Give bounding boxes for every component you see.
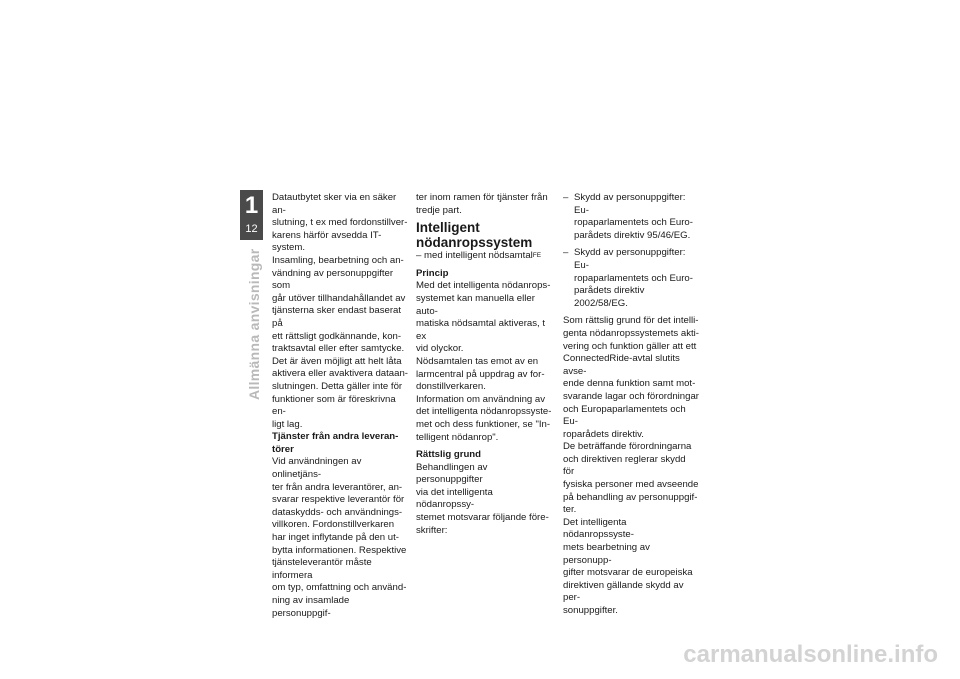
- text-line: De beträffande förordningarna: [563, 441, 692, 453]
- text-line: har inget inflytande på den ut-: [272, 532, 399, 544]
- text-line: Med det intelligenta nödanrops-: [416, 280, 551, 292]
- text-line: telligent nödanrop".: [416, 431, 499, 443]
- text-line: ter inom ramen för tjänster från: [416, 192, 548, 203]
- text-line: donstillverkaren.: [416, 381, 486, 393]
- text-line: ett rättsligt godkännande, kon-: [272, 330, 402, 342]
- column-2: [416, 192, 552, 537]
- text-line: funktioner som är föreskrivna en-: [272, 393, 396, 418]
- text-line: fysiska personer med avseende: [563, 479, 699, 491]
- text-line: systemet kan manuella eller auto-: [416, 292, 535, 317]
- text-line: vid olyckor.: [416, 343, 464, 355]
- page-number: 12: [245, 223, 258, 235]
- text-line: sonuppgifter.: [563, 605, 618, 616]
- text-line: aktivera eller avaktivera dataan-: [272, 368, 408, 380]
- section-heading: Tjänster från andra leveran-: [272, 431, 399, 443]
- text-line: tredje part.: [416, 204, 462, 216]
- text-line: ropaparlamentets och Euro-: [574, 272, 693, 284]
- text-line: direktiven gällande skydd av per-: [563, 579, 684, 604]
- text-line: om typ, omfattning och använd-: [272, 582, 407, 594]
- text-line: vering och funktion gäller att ett: [563, 340, 697, 352]
- text-line: villkoren. Fordonstillverkaren: [272, 519, 395, 531]
- text-line: ConnectedRide-avtal slutits avse-: [563, 353, 680, 377]
- text-line: det intelligenta nödanropssyste-: [416, 406, 552, 418]
- text-line: parådets direktiv 2002/58/EG.: [574, 285, 645, 309]
- section-heading: törer: [272, 443, 294, 455]
- text-line: Skydd av personuppgifter: Eu-: [574, 192, 686, 216]
- text-line: larmcentral på uppdrag av for-: [416, 368, 545, 380]
- text-line: Vid användningen av onlinetjäns-: [272, 456, 362, 481]
- paragraph-block: [563, 315, 699, 617]
- text-line: ter från andra leverantörer, an-: [272, 481, 403, 493]
- text-line: på behandling av personuppgif-: [563, 491, 698, 503]
- text-line: Nödsamtalen tas emot av en: [416, 355, 539, 367]
- dash-bullet: –: [563, 247, 569, 259]
- text-line: ropaparlamentets och Euro-: [574, 217, 693, 229]
- list-item: [563, 192, 699, 242]
- text-line: parådets direktiv 95/46/EG.: [574, 229, 691, 241]
- text-line: och direktiven reglerar skydd för: [563, 453, 686, 478]
- text-line: mets bearbetning av personupp-: [563, 542, 650, 566]
- text-line: Skydd av personuppgifter: Eu-: [574, 247, 686, 271]
- subheading-principle: Princip: [416, 267, 449, 279]
- main-heading: nödanropssystem: [416, 234, 533, 250]
- option-superscript: FE: [532, 252, 542, 260]
- chapter-tab: [240, 190, 263, 240]
- chapter-title: Allmänna anvisningar: [246, 248, 262, 400]
- text-line: Behandlingen av personuppgifter: [416, 461, 488, 486]
- dash-bullet: –: [563, 192, 569, 203]
- text-line: svarar respektive leverantör för: [272, 494, 405, 506]
- column-1: [272, 192, 408, 620]
- text-line: Insamling, bearbetning och an-: [272, 254, 404, 266]
- text-line: tjänsterna sker endast baserat på: [272, 305, 402, 329]
- option-text: – med intelligent nödsamtal: [416, 250, 533, 262]
- text-line: Det intelligenta nödanropssyste-: [563, 516, 634, 541]
- text-line: via det intelligenta nödanropssy-: [416, 486, 493, 511]
- text-line: dataskydds- och användnings-: [272, 506, 403, 518]
- text-line: met och dess funktioner, se "In-: [416, 418, 551, 430]
- text-line: svarande lagar och förordningar: [563, 390, 699, 402]
- text-line: Information om användning av: [416, 393, 546, 405]
- text-line: ter.: [563, 504, 577, 516]
- column-3: [563, 192, 699, 618]
- text-line: går utöver tillhandahållandet av: [272, 292, 406, 304]
- text-line: bytta informationen. Respektive: [272, 544, 407, 556]
- text-line: och Europaparlamentets och Eu-: [563, 403, 686, 428]
- text-line: karens härför avsedda IT-system.: [272, 229, 382, 254]
- text-line: tjänsteleverantör måste informera: [272, 557, 372, 581]
- main-heading: Intelligent: [416, 220, 480, 236]
- text-line: stemet motsvarar följande före-: [416, 512, 549, 524]
- text-line: vändning av personuppgifter som: [272, 267, 394, 292]
- subheading-legal-basis: Rättslig grund: [416, 449, 482, 461]
- list-item: [563, 247, 699, 310]
- text-line: gifter motsvarar de europeiska: [563, 567, 693, 579]
- text-line: Det är även möjligt att helt låta: [272, 355, 402, 367]
- text-line: matiska nödsamtal aktiveras, t ex: [416, 318, 546, 342]
- text-line: slutning, t ex med fordonstillver-: [272, 217, 408, 229]
- text-line: ning av insamlade personuppgif-: [272, 595, 350, 619]
- text-line: Datautbytet sker via en säker an-: [272, 192, 397, 216]
- text-line: genta nödanropssystemets akti-: [563, 327, 699, 339]
- text-line: ligt lag.: [272, 418, 303, 430]
- option-line: [416, 250, 552, 263]
- text-line: roparådets direktiv.: [563, 428, 644, 440]
- watermark: carmanualsonline.info: [683, 641, 938, 668]
- chapter-number: 1: [244, 192, 259, 219]
- text-line: Som rättslig grund för det intelli-: [563, 315, 699, 327]
- text-line: ende denna funktion samt mot-: [563, 378, 696, 390]
- text-line: slutningen. Detta gäller inte för: [272, 380, 403, 392]
- text-line: skrifter:: [416, 524, 448, 536]
- text-line: traktsavtal eller efter samtycke.: [272, 343, 405, 355]
